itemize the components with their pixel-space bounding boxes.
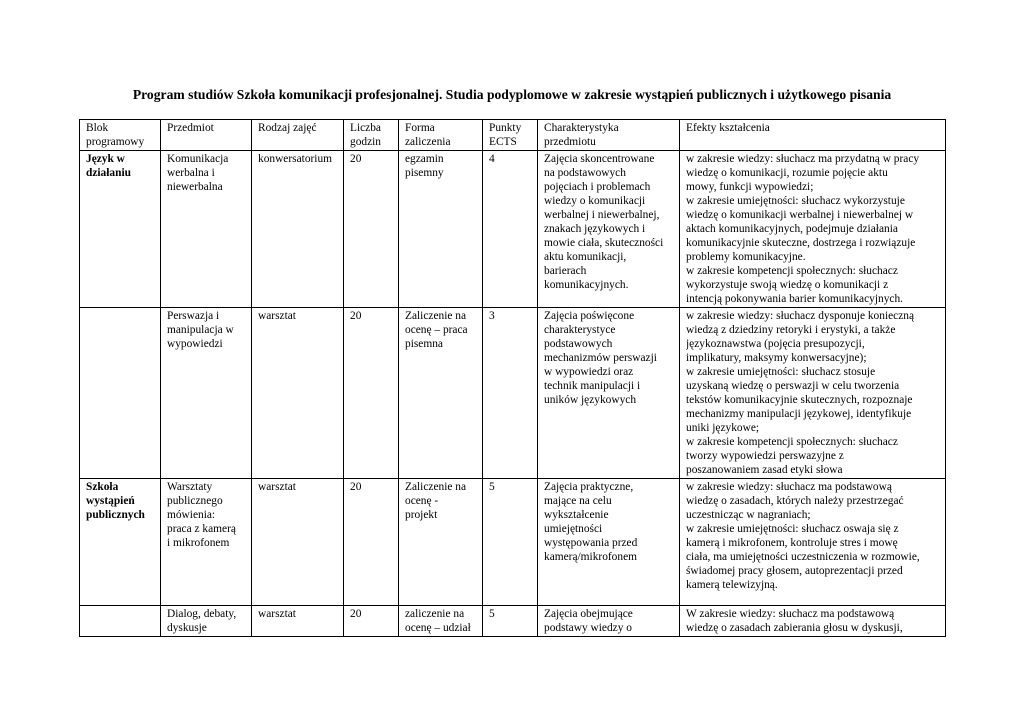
cell-liczba — [344, 606, 399, 637]
cell-line: werbalna i — [167, 167, 215, 179]
cell-line: kamerą/mikrofonem — [544, 551, 637, 563]
cell-line: dyskusje — [167, 622, 207, 634]
cell-line: na podstawowych — [544, 167, 626, 179]
cell-line: Liczba — [350, 122, 381, 134]
cell-line: w wypowiedzi oraz — [544, 366, 634, 378]
cell-line: pojęciach i problemach — [544, 181, 651, 193]
cell-punkty — [483, 479, 538, 606]
cell-line: wiedzę o zasadach zabierania głosu w dyskusji, — [686, 622, 903, 634]
cell-line: implikatury, maksymy konwersacyjne); — [686, 352, 867, 364]
cell-line: uczestnicząc w nagraniach; — [686, 509, 811, 521]
cell-line: uników językowych — [544, 394, 637, 406]
cell-line: mające na celu — [544, 495, 612, 507]
cell-line: uzyskaną wiedzę o perswazji w celu tworzenia — [686, 380, 900, 392]
cell-line: Forma — [405, 122, 435, 134]
cell-punkty — [483, 308, 538, 479]
program-table — [79, 119, 946, 637]
cell-line: Warsztaty — [167, 481, 213, 493]
cell-line: Komunikacja — [167, 153, 229, 165]
cell-line: Zajęcia praktyczne, — [544, 481, 634, 493]
cell-line: Szkoła — [86, 481, 119, 493]
cell-blok — [80, 479, 161, 606]
cell-line: wykształcenie — [544, 509, 609, 521]
cell-line: komunikacyjnie skuteczne, dostrzega i rozwiązuje — [686, 237, 916, 249]
cell-liczba — [344, 479, 399, 606]
cell-line: intencją pokonywania barier komunikacyjnych. — [686, 293, 903, 305]
cell-przedmiot — [161, 308, 252, 479]
cell-line: Rodzaj zajęć — [258, 122, 317, 134]
cell-charakterystyka — [538, 151, 680, 308]
table-row — [80, 606, 946, 637]
page-title: Program studiów Szkoła komunikacji profesjonalnej. Studia podyplomowe w zakresie wystąpień publicznych i użytkowego pisania — [132, 87, 892, 102]
cell-line: Punkty — [489, 122, 522, 134]
cell-line: w zakresie umiejętności: słuchacz oswaja się z — [686, 523, 899, 535]
cell-rodzaj — [252, 606, 344, 637]
cell-line: Zajęcia obejmujące — [544, 608, 633, 620]
header-przedmiot — [161, 120, 252, 151]
cell-forma — [399, 308, 483, 479]
cell-line: poszanowaniem zasad etyki słowa — [686, 464, 843, 476]
cell-line: Blok — [86, 122, 109, 134]
cell-line: w zakresie kompetencji społecznych: słuchacz — [686, 265, 898, 277]
cell-line: językoznawstwa (pojęcia presupozycji, — [686, 338, 865, 350]
cell-line: W zakresie wiedzy: słuchacz ma podstawową — [686, 608, 895, 620]
cell-line: przedmiotu — [544, 136, 596, 148]
cell-line: występowania przed — [544, 537, 638, 549]
cell-punkty — [483, 151, 538, 308]
cell-blok — [80, 308, 161, 479]
cell-efekty — [680, 479, 946, 606]
cell-line: projekt — [405, 509, 438, 521]
table-row — [80, 151, 946, 308]
cell-line: 20 — [350, 481, 362, 493]
cell-blok — [80, 151, 161, 308]
cell-line: mechanizmy manipulacji językowej, identyfikuje — [686, 408, 912, 420]
header-blok — [80, 120, 161, 151]
cell-rodzaj — [252, 479, 344, 606]
header-punkty — [483, 120, 538, 151]
cell-line: Zajęcia skoncentrowane — [544, 153, 655, 165]
cell-line: kamerą i mikrofonem, kontroluje stres i mowę — [686, 537, 898, 549]
cell-liczba — [344, 151, 399, 308]
table-row — [80, 308, 946, 479]
cell-efekty — [680, 308, 946, 479]
cell-line: znakach językowych i — [544, 223, 646, 235]
cell-line: w zakresie kompetencji społecznych: słuchacz — [686, 436, 898, 448]
cell-forma — [399, 151, 483, 308]
cell-line: aktu komunikacji, — [544, 251, 627, 263]
cell-efekty — [680, 151, 946, 308]
cell-line: wystąpień — [86, 495, 135, 507]
cell-liczba — [344, 308, 399, 479]
cell-line: wiedzę o komunikacji, rozumie pojęcie aktu — [686, 167, 888, 179]
cell-line: 5 — [489, 608, 495, 620]
cell-line: zaliczenia — [405, 136, 451, 148]
cell-line: Charakterystyka — [544, 122, 619, 134]
cell-line: wiedzę o komunikacji werbalnej i niewerbalnej w — [686, 209, 914, 221]
cell-forma — [399, 479, 483, 606]
cell-line: 20 — [350, 310, 362, 322]
cell-line: tworzy wypowiedzi perswazyjne z — [686, 450, 844, 462]
cell-line: wiedzy o komunikacji — [544, 195, 646, 207]
cell-line: mówienia: — [167, 509, 216, 521]
cell-przedmiot — [161, 606, 252, 637]
cell-line: w zakresie umiejętności: słuchacz stosuje — [686, 366, 876, 378]
table-row — [80, 479, 946, 606]
cell-line: wypowiedzi — [167, 338, 223, 350]
cell-line: 5 — [489, 481, 495, 493]
cell-line: ocenę - — [405, 495, 439, 507]
cell-line: Dialog, debaty, — [167, 608, 237, 620]
cell-line: kamerą telewizyjną. — [686, 579, 778, 591]
cell-line: technik manipulacji i — [544, 380, 641, 392]
cell-line: i mikrofonem — [167, 537, 230, 549]
cell-line: praca z kamerą — [167, 523, 236, 535]
cell-line: umiejętności — [544, 523, 603, 535]
cell-line: komunikacyjnych. — [544, 279, 629, 291]
cell-line: mowy, funkcji wypowiedzi; — [686, 181, 814, 193]
cell-line: konwersatorium — [258, 153, 333, 165]
cell-line: 3 — [489, 310, 495, 322]
cell-line: tekstów komunikacyjnie skutecznych, rozpoznaje — [686, 394, 913, 406]
cell-line: programowy — [86, 136, 145, 148]
cell-line: uniki językowe; — [686, 422, 760, 434]
cell-line: Zaliczenie na — [405, 481, 467, 493]
cell-line: publicznych — [86, 509, 145, 521]
cell-forma — [399, 606, 483, 637]
header-efekty — [680, 120, 946, 151]
cell-line: pisemny — [405, 167, 444, 179]
cell-line: manipulacja w — [167, 324, 234, 336]
cell-line: problemy komunikacyjne. — [686, 251, 806, 263]
cell-line: niewerbalna — [167, 181, 223, 193]
cell-line: Efekty kształcenia — [686, 122, 770, 134]
header-liczba — [344, 120, 399, 151]
cell-line: Zajęcia poświęcone — [544, 310, 635, 322]
header-rodzaj — [252, 120, 344, 151]
header-charakterystyka — [538, 120, 680, 151]
cell-rodzaj — [252, 151, 344, 308]
cell-line: w zakresie wiedzy: słuchacz dysponuje konieczną — [686, 310, 915, 322]
cell-line: podstawy wiedzy o — [544, 622, 632, 634]
cell-line: warsztat — [258, 481, 296, 493]
header-row — [80, 120, 946, 151]
cell-line: egzamin — [405, 153, 444, 165]
cell-line: ocenę – udział — [405, 622, 471, 634]
cell-blok — [80, 606, 161, 637]
cell-punkty — [483, 606, 538, 637]
cell-line: Perswazja i — [167, 310, 220, 322]
cell-line: ocenę – praca — [405, 324, 468, 336]
cell-charakterystyka — [538, 606, 680, 637]
cell-line: w zakresie wiedzy: słuchacz ma przydatną w pracy — [686, 153, 920, 165]
cell-rodzaj — [252, 308, 344, 479]
cell-line: barierach — [544, 265, 587, 277]
cell-line: Zaliczenie na — [405, 310, 467, 322]
cell-line: w zakresie umiejętności: słuchacz wykorzystuje — [686, 195, 905, 207]
cell-charakterystyka — [538, 479, 680, 606]
cell-line: charakterystyce — [544, 324, 616, 336]
cell-line: aktach komunikacyjnych, podejmuje działania — [686, 223, 898, 235]
cell-line: wykorzystuje swoją wiedzę o komunikacji z — [686, 279, 889, 291]
cell-efekty — [680, 606, 946, 637]
cell-line: publicznego — [167, 495, 223, 507]
cell-line: 20 — [350, 153, 362, 165]
cell-line: mechanizmów perswazji — [544, 352, 657, 364]
cell-line: 20 — [350, 608, 362, 620]
cell-line: Język w — [86, 153, 125, 165]
cell-line: ECTS — [489, 136, 517, 148]
cell-line: 4 — [489, 153, 495, 165]
cell-line: warsztat — [258, 310, 296, 322]
cell-line: Przedmiot — [167, 122, 214, 134]
cell-line: wiedzą z dziedziny retoryki i erystyki, a także — [686, 324, 896, 336]
cell-line: działaniu — [86, 167, 131, 179]
cell-line: pisemna — [405, 338, 443, 350]
header-forma — [399, 120, 483, 151]
cell-line: ciała, ma umiejętności uczestniczenia w rozmowie, — [686, 551, 920, 563]
cell-line: werbalnej i niewerbalnej, — [544, 209, 660, 221]
cell-charakterystyka — [538, 308, 680, 479]
cell-line: mowie ciała, skuteczności — [544, 237, 664, 249]
cell-line: podstawowych — [544, 338, 613, 350]
cell-line: zaliczenie na — [405, 608, 465, 620]
cell-line: świadomej pracy głosem, autoprezentacji przed — [686, 565, 903, 577]
cell-przedmiot — [161, 151, 252, 308]
cell-line: wiedzę o zasadach, których należy przestrzegać — [686, 495, 904, 507]
cell-line: godzin — [350, 136, 382, 148]
cell-line: w zakresie wiedzy: słuchacz ma podstawową — [686, 481, 892, 493]
cell-przedmiot — [161, 479, 252, 606]
cell-line: warsztat — [258, 608, 296, 620]
